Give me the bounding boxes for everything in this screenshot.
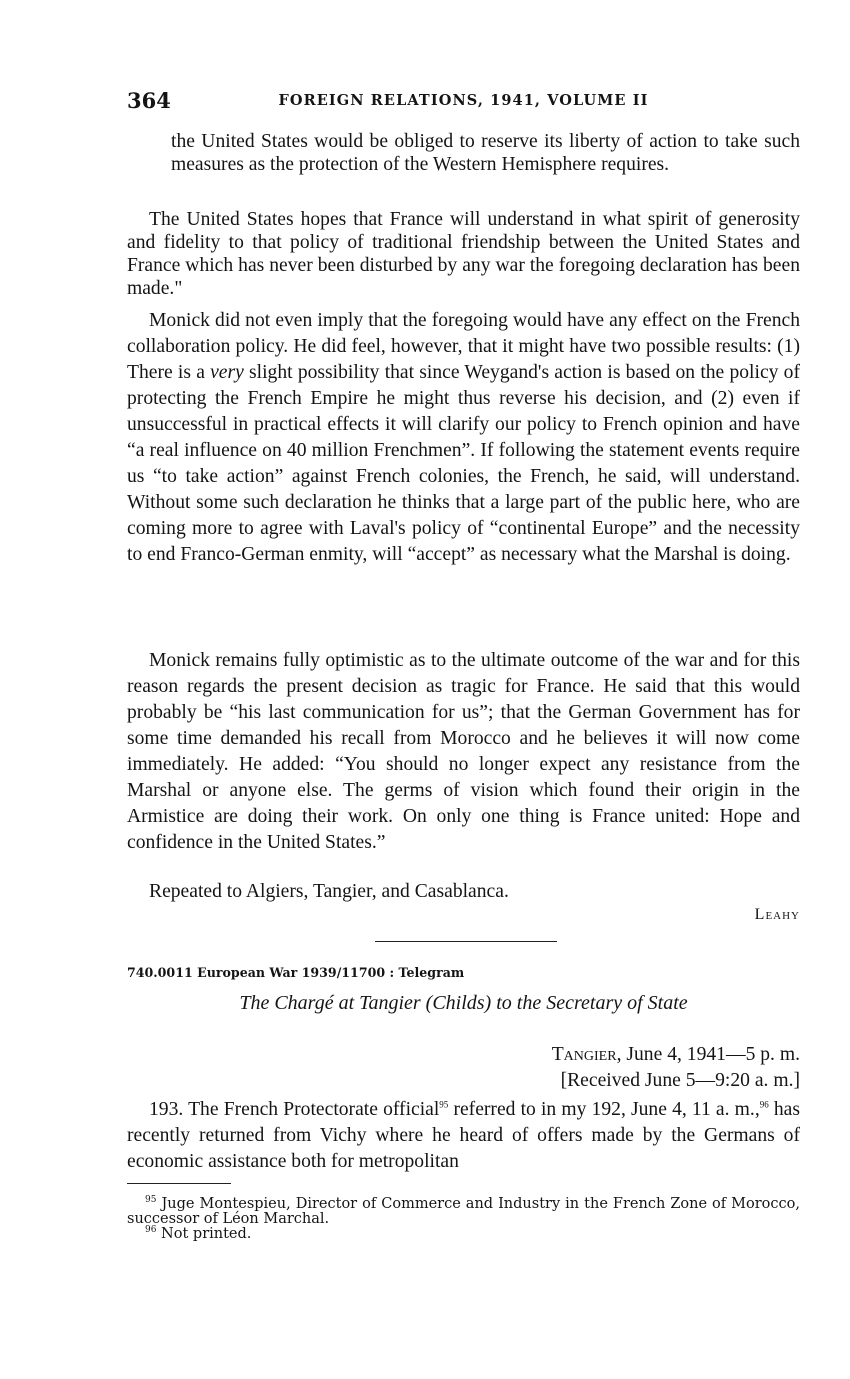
footnote-text: Juge Montespieu, Director of Commerce and Industry in the French Zone of Morocco, successor of Léon Marchal.: [127, 1196, 800, 1227]
signature: Leahy: [754, 906, 800, 923]
document-title: The Chargé at Tangier (Childs) to the Secretary of State: [239, 992, 688, 1014]
paragraph-text: referred to in my 192, June 4, 11 a. m.,: [448, 1099, 760, 1120]
quoted-paragraph-1: the United States would be obliged to reserve its liberty of action to take such measures as the protection of the Western Hemisphere requires.: [171, 131, 800, 175]
footnote-divider: [127, 1183, 231, 1184]
dateline-place: Tangier: [551, 1044, 617, 1065]
paragraph-text: Monick did not even imply that the foregoing would have any effect on the French collaboration policy. He did feel, however, that it might have two possible results: (1) There is a: [127, 310, 800, 383]
page-header: [127, 88, 800, 114]
page-number: 364: [127, 88, 171, 113]
footnote-text: Not printed.: [156, 1226, 252, 1242]
running-head: FOREIGN RELATIONS, 1941, VOLUME II: [278, 92, 649, 109]
footnote-ref: 95: [439, 1099, 449, 1110]
dateline: [552, 1042, 800, 1094]
paragraph-monick-results: [127, 308, 800, 568]
paragraph-text: 193. The French Protectorate official: [149, 1099, 440, 1120]
dateline-sent: [552, 1042, 800, 1068]
paragraph-text: slight possibility that since Weygand's action is based on the policy of protecting the French Empire he might thus reverse his decision, and (2) even if unsuccessful in practical effects it will clarify our policy to French opinion and have “a real influence on 40 million Frenchmen”. If following the statement events require us “to take action” against French colonies, the French, he said, will understand. Without some such declaration he thinks that a large part of the public here, who are coming more to agree with Laval's policy of “continental Europe” and the necessity to end Franco-German enmity, will “accept” as necessary what the Marshal is doing.: [127, 362, 800, 565]
paragraph-repeated-to: Repeated to Algiers, Tangier, and Casablanca.: [149, 881, 509, 902]
footnote-mark: 95: [145, 1195, 157, 1206]
section-divider: [375, 941, 557, 942]
paragraph-monick-optimism: Monick remains fully optimistic as to the ultimate outcome of the war and for this reason regards the present decision as tragic for France. He said that this would probably be “his last communication for us”; that the German Government has for some time demanded his recall from Morocco and he believes it will now come immediately. He added: “You should no longer expect any resistance from the Marshal or anyone else. The germs of vision which found their origin in the Armistice are doing their work. On only one thing is France united: Hope and confidence in the United States.”: [127, 650, 800, 853]
dateline-date: , June 4, 1941—5 p. m.: [616, 1044, 800, 1065]
footnote-95: [127, 1197, 800, 1227]
paragraph-text: has recently returned from Vichy where he heard of offers made by the Germans of economic assistance both for metropolitan: [127, 1099, 800, 1172]
footnotes: [127, 1197, 800, 1242]
quoted-paragraph-2: The United States hopes that France will understand in what spirit of generosity and fidelity to that policy of traditional friendship between the United States and France which has never been disturbed by any war the foregoing declaration has been made.": [127, 209, 800, 299]
file-reference: 740.0011 European War 1939/11700 : Telegram: [127, 965, 465, 980]
emphasis-text: very: [210, 362, 244, 383]
footnote-96: [127, 1227, 800, 1242]
footnote-mark: 96: [145, 1225, 157, 1236]
paragraph-telegram-193: [127, 1097, 800, 1175]
footnote-ref: 96: [759, 1099, 769, 1110]
dateline-received: [Received June 5—9:20 a. m.]: [560, 1070, 800, 1091]
